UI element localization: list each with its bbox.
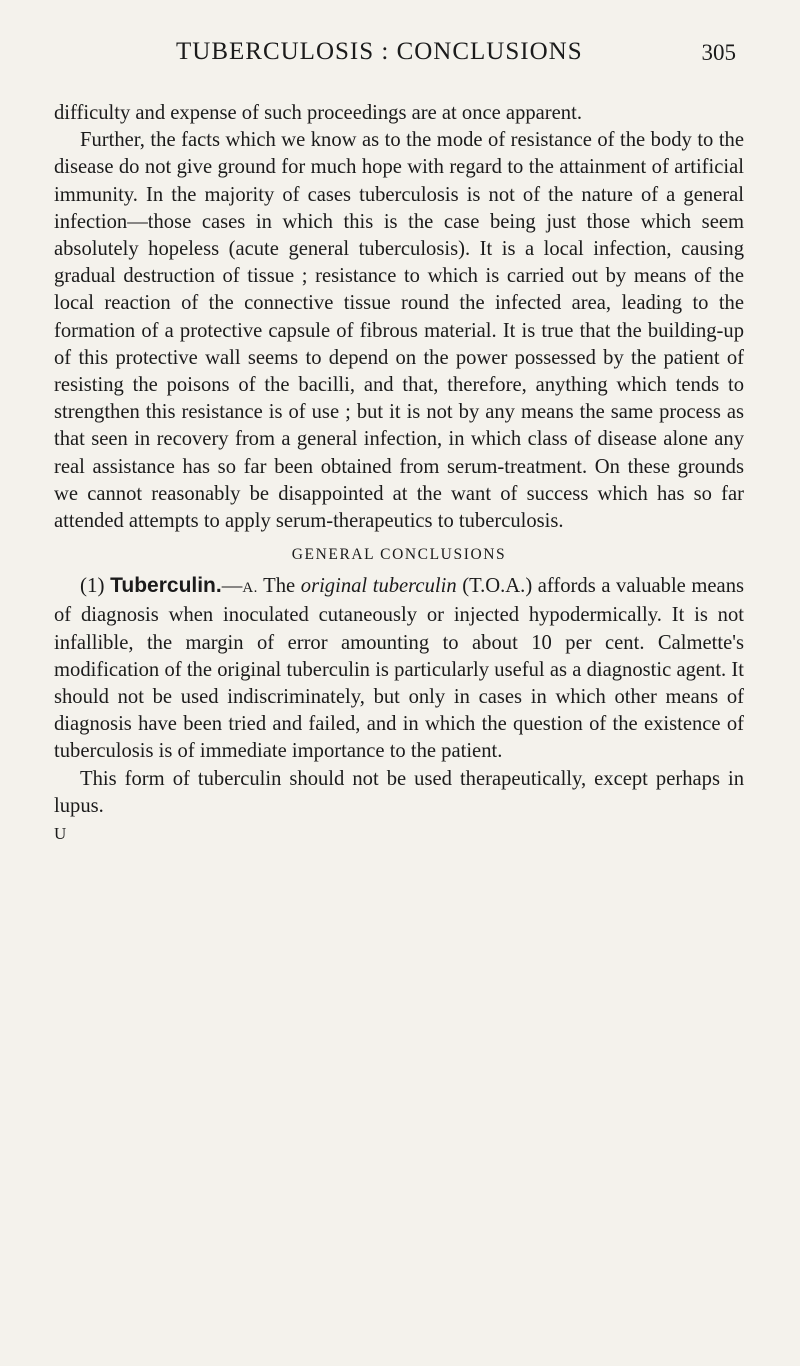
item-number: (1)	[80, 573, 105, 598]
paragraph-therapeutic: This form of tuberculin should not be used therapeutically, except perhaps in lupus.	[54, 767, 744, 817]
paragraph-tuberculin	[54, 572, 744, 765]
page-number: 305	[701, 40, 736, 65]
paragraph-continuation: difficulty and expense of such proceedings are at once apparent.	[54, 102, 582, 124]
section-heading: GENERAL CONCLUSIONS	[291, 546, 507, 564]
signature-mark: U	[54, 824, 67, 844]
book-page	[54, 0, 744, 1366]
body-text	[54, 100, 744, 847]
sub-intro: The	[257, 575, 301, 598]
italic-term: original tuberculin	[300, 575, 457, 598]
paragraph-immunity: Further, the facts which we know as to the mode of resistance of the body to the disease do not give ground for much hope with regard to the attainment of artificial immunity. In the majority of cases tuberculosis is not of the nature of a general infection—those cases in which this is the case being just those which seem absolutely hopeless (acute general tuberculosis). It is a local infection, causing gradual destruction of tissue ; resistance to which is carried out by means of the local reaction of the connective tissue round the infected area, leading to the formation of a protective capsule of fibrous material. It is true that the building-up of this protective wall seems to depend on the power possessed by the patient of resisting the poisons of the bacilli, and that, therefore, anything which tends to strengthen this resistance is of use ; but it is not by any means the same process as that seen in recovery from a general infection, in which class of disease alone any real assistance has so far been obtained from serum-treatment. On these grounds we cannot reasonably be disappointed at the want of success which has so far attended attempts to apply serum-therapeutics to tuberculosis.	[54, 129, 744, 533]
item-title: Tuberculin.	[110, 574, 222, 598]
running-title: TUBERCULOSIS : CONCLUSIONS	[176, 38, 583, 65]
sub-label: A.	[242, 580, 258, 597]
item-dash: —	[221, 575, 243, 598]
sub-rest: (T.O.A.) affords a valuable means of diagnosis when inoculated cutaneously or injected hypodermically. It is not infallible, the margin of error amounting to about 10 per cent. Calmette's modification of the original tuberculin is particularly useful as a diagnostic agent. It should not be used indiscriminately, but only in cases in which other means of diagnosis have been tried and failed, and in which the question of the existence of tuberculosis is of immediate importance to the patient.	[54, 575, 745, 763]
running-head	[54, 38, 744, 70]
